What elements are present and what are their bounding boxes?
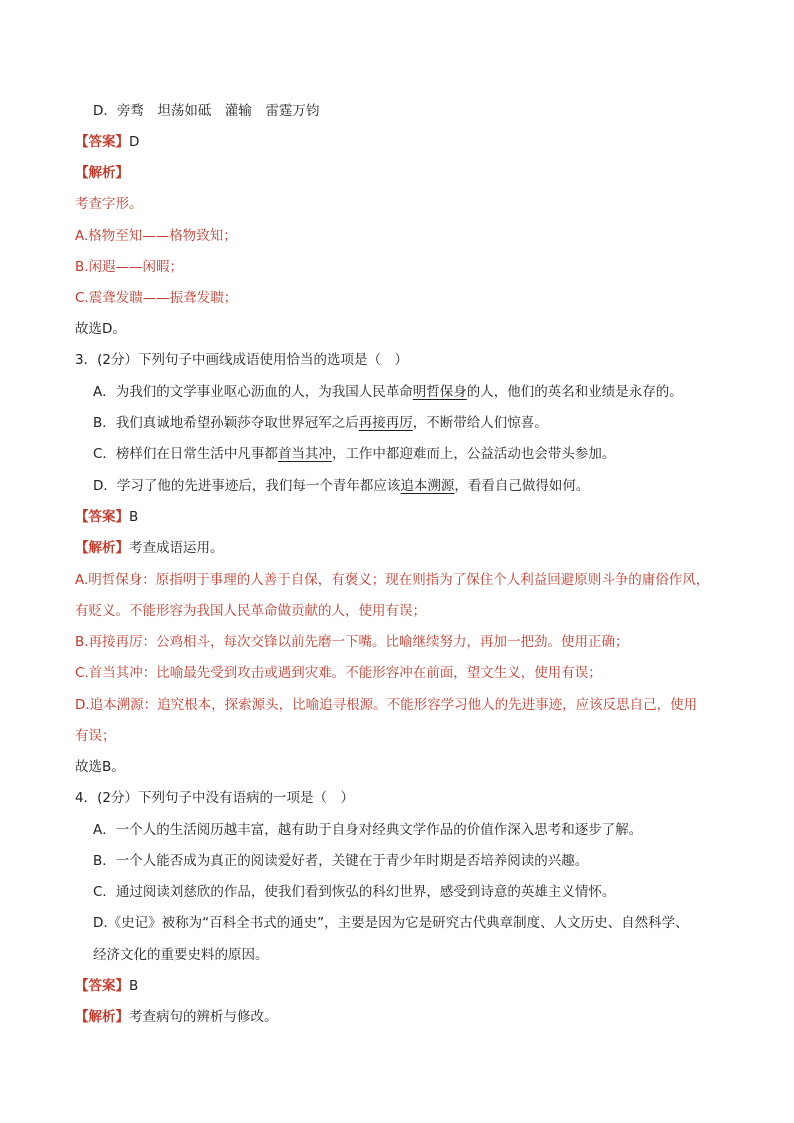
- q3-explain-d2: 有误；: [75, 728, 116, 744]
- q2-answer: [75, 132, 139, 152]
- analysis-label: 【解析】: [75, 540, 129, 556]
- analysis-label: 【解析】: [75, 1009, 129, 1025]
- option-text: B．我们真诚地希望孙颖莎夺取世界冠军之后: [93, 415, 359, 431]
- answer-label: 【答案】: [75, 509, 129, 525]
- option-text: 的人，他们的英名和业绩是永存的。: [466, 384, 683, 400]
- answer-label: 【答案】: [75, 978, 129, 994]
- q3-stem: 3．(2分）下列句子中画线成语使用恰当的选项是（ ）: [75, 352, 408, 368]
- q2-topic: 考查字形。: [75, 196, 143, 212]
- option-text: C．榜样们在日常生活中凡事都: [93, 446, 278, 462]
- q3-analysis: [75, 538, 224, 558]
- q2-conclusion: 故选D。: [75, 321, 126, 337]
- q2-explain-a: A.格物至知——格物致知；: [75, 228, 237, 244]
- q2-option-d: D．旁骛 坦荡如砥 灌输 雷霆万钧: [93, 103, 320, 119]
- option-text: ，看看自己做得如何。: [454, 478, 590, 494]
- q4-option-b: B．一个人能否成为真正的阅读爱好者，关键在于青少年时期是否培养阅读的兴趣。: [93, 853, 589, 869]
- q3-explain-c: C.首当其冲：比喻最先受到攻击或遇到灾难。不能形容冲在前面，望文生义，使用有误；: [75, 665, 602, 681]
- q2-explain-c: C.震聋发聩——振聋发聩；: [75, 290, 238, 306]
- q3-option-d: [93, 476, 589, 496]
- underlined-idiom: 明哲保身: [412, 384, 467, 400]
- q3-explain-b: B.再接再厉：公鸡相斗，每次交锋以前先磨一下嘴。比喻继续努力，再加一把劲。使用正确；: [75, 634, 629, 650]
- option-text: ，不断带给人们惊喜。: [412, 415, 548, 431]
- underlined-idiom: 首当其冲: [277, 446, 332, 462]
- option-text: A．为我们的文学事业呕心沥血的人，为我国人民革命: [93, 384, 413, 400]
- q2-explain-b: B.闲遐——闲暇；: [75, 259, 184, 275]
- q2-analysis-label: 【解析】: [75, 165, 129, 181]
- q3-explain-a2: 有贬义。不能形容为我国人民革命做贡献的人，使用有误；: [75, 603, 426, 619]
- q3-conclusion: 故选B。: [75, 759, 125, 775]
- underlined-idiom: 再接再厉: [358, 415, 413, 431]
- underlined-idiom: 追本溯源: [400, 478, 455, 494]
- q4-option-a: A．一个人的生活阅历越丰富，越有助于自身对经典文学作品的价值作深入思考和逐步了解。: [93, 822, 643, 838]
- answer-label: 【答案】: [75, 134, 129, 150]
- answer-value: B: [129, 509, 139, 525]
- answer-value: B: [129, 978, 139, 994]
- q3-option-c: [93, 444, 615, 464]
- q4-analysis: [75, 1007, 278, 1027]
- q4-option-d1: D.《史记》被称为“百科全书式的通史”，主要是因为它是研究古代典章制度、人文历史、自然科学、: [93, 915, 689, 931]
- option-text: ，工作中都迎难而上，公益活动也会带头参加。: [331, 446, 616, 462]
- q4-option-c: C．通过阅读刘慈欣的作品，使我们看到恢弘的科幻世界，感受到诗意的英雄主义情怀。: [93, 884, 616, 900]
- q3-option-b: [93, 413, 548, 433]
- answer-value: D: [129, 134, 140, 150]
- q4-stem: 4．(2分）下列句子中没有语病的一项是（ ）: [75, 790, 354, 806]
- q3-explain-a1: A.明哲保身：原指明于事理的人善于自保，有褒义；现在则指为了保住个人利益回避原则斗争的庸俗作风，: [75, 572, 710, 588]
- q4-option-d2: 经济文化的重要史料的原因。: [93, 947, 269, 963]
- q3-answer: [75, 507, 138, 527]
- analysis-text: 考查成语运用。: [129, 540, 224, 556]
- analysis-text: 考查病句的辨析与修改。: [129, 1009, 278, 1025]
- q3-option-a: [93, 382, 683, 402]
- q3-explain-d1: D.追本溯源：追究根本，探索源头，比喻追寻根源。不能形容学习他人的先进事迹，应该反思自己，使用: [75, 697, 698, 713]
- option-text: D．学习了他的先进事迹后，我们每一个青年都应该: [93, 478, 401, 494]
- q4-answer: [75, 976, 138, 996]
